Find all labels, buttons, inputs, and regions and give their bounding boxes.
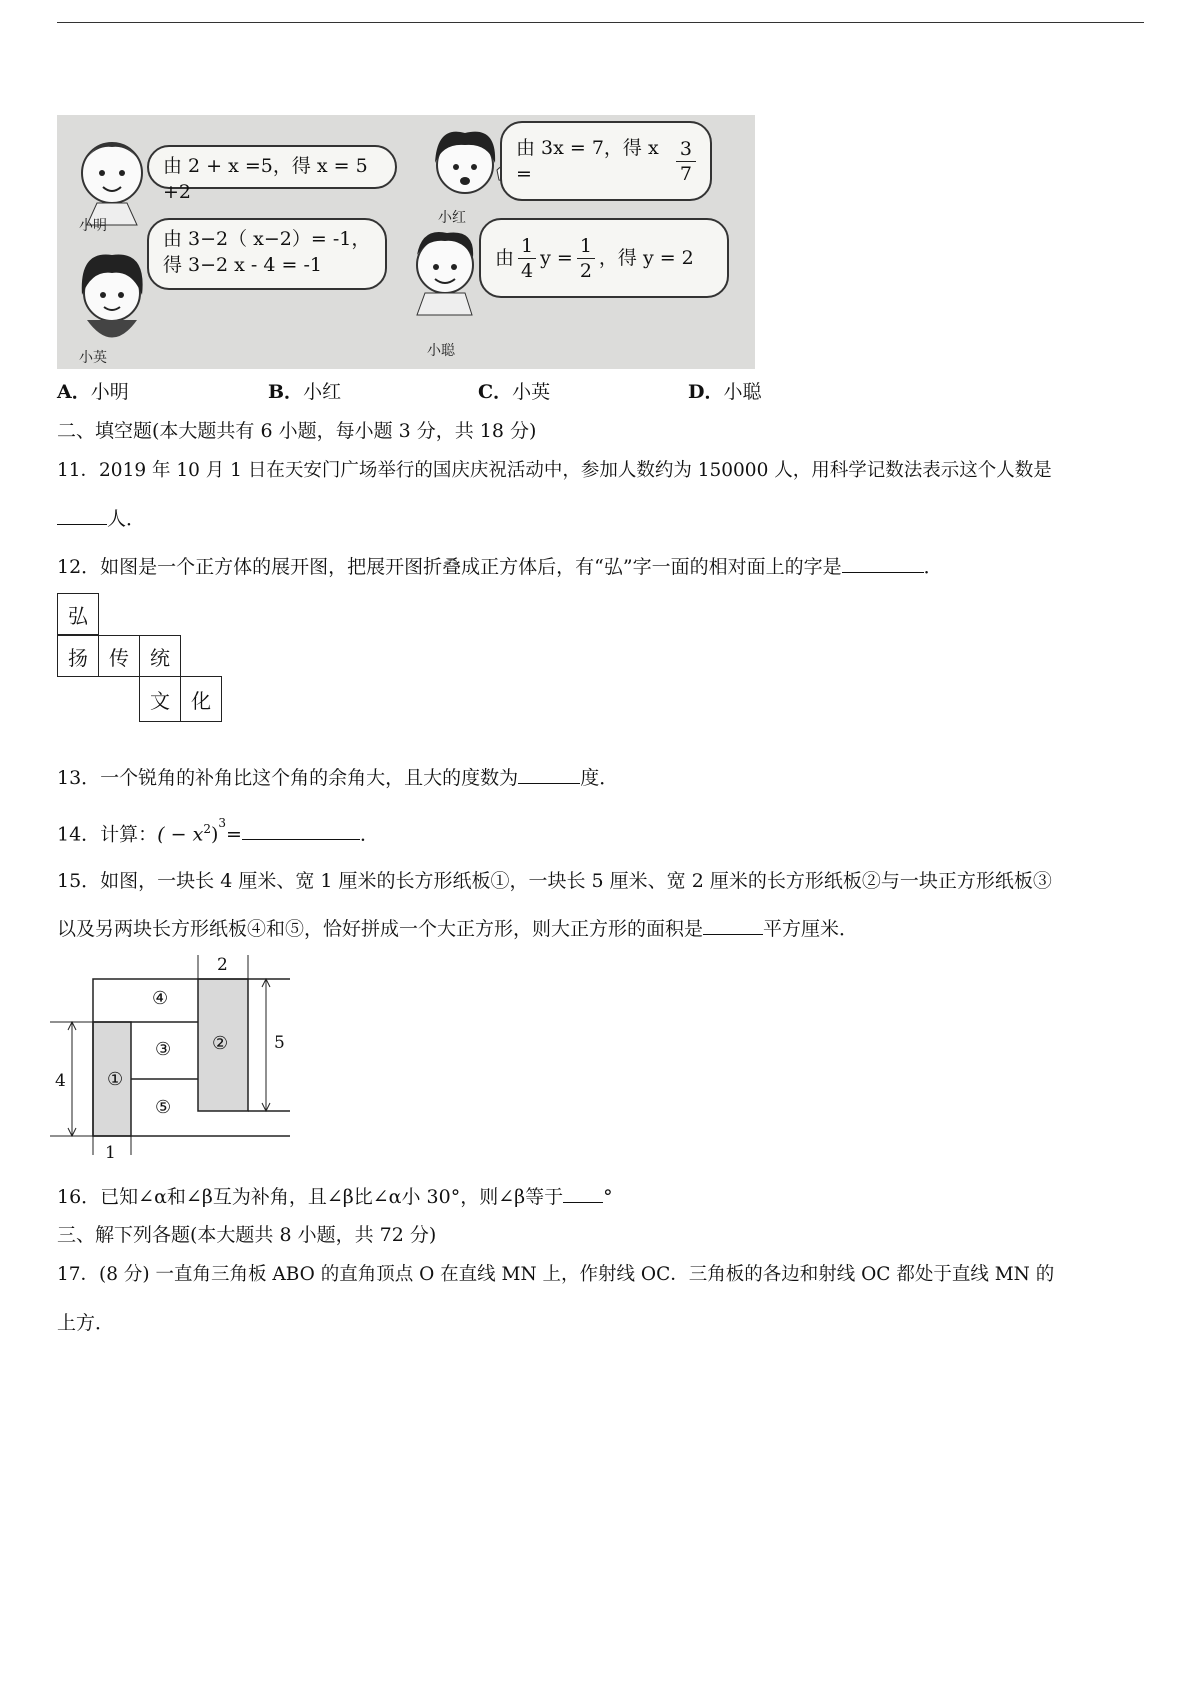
fraction-numerator: 1 (577, 234, 595, 259)
fraction-1-2 (577, 234, 595, 283)
q17-line2: 上方． (57, 1312, 115, 1334)
option-b-letter: B． (268, 381, 304, 403)
tile-1-label: ① (107, 1069, 124, 1090)
bubble-xiaocong-suffix: ，得 y = 2 (598, 247, 694, 269)
option-a-text: 小明 (90, 381, 129, 403)
bubble-xiaohong-text: 由 3x = 7，得 x = (516, 137, 659, 185)
q16-end: ° (603, 1186, 613, 1208)
fraction-denominator: 7 (679, 162, 692, 185)
option-d-letter: D． (688, 381, 724, 403)
q14-prefix: 14．计算： (57, 823, 158, 846)
tile-2-label: ② (212, 1033, 229, 1054)
q14-exponent-outer: 3 (218, 816, 227, 830)
cube-face-tong: 统 (139, 635, 181, 677)
fraction-1-4 (518, 234, 536, 283)
bubble-xiaocong-mid: y = (540, 247, 573, 269)
square-tiles-drawing (50, 955, 290, 1165)
q14-equals: = (226, 823, 242, 846)
cube-face-wen: 文 (139, 676, 181, 722)
fraction-denominator: 4 (521, 259, 534, 282)
bubble-xiaoying-line1: 由 3−2（ x−2）= -1， (163, 228, 371, 250)
fraction-numerator: 1 (518, 234, 536, 259)
q14-end: ． (359, 823, 379, 846)
dimension-4-label: 4 (55, 1071, 66, 1091)
q11-line1: 11．2019 年 10 月 1 日在天安门广场举行的国庆庆祝活动中，参加人数约为 150000 人，用科学记数法表示这个人数是 (57, 460, 1052, 481)
q11-answer-blank[interactable] (57, 506, 107, 525)
option-c-text: 小英 (512, 381, 551, 403)
dimension-1-label: 1 (105, 1143, 116, 1163)
dimension-5-label: 5 (274, 1033, 285, 1053)
cube-net-figure (57, 593, 227, 741)
tile-3-label: ③ (155, 1039, 172, 1060)
bubble-xiaoming (147, 145, 397, 203)
q11-suffix: 人． (107, 508, 146, 530)
q16-text: 16．已知∠α和∠β互为补角，且∠β比∠α小 30°，则∠β等于 (57, 1186, 564, 1208)
q12-text: 12．如图是一个正方体的展开图，把展开图折叠成正方体后，有“弘”字一面的相对面上的字是 (57, 556, 842, 578)
option-a (57, 381, 129, 403)
fraction-numerator: 3 (676, 137, 696, 162)
q13-text: 13．一个锐角的补角比这个角的余角大，且大的度数为 (57, 767, 519, 789)
q17-line1: 17．(8 分) 一直角三角板 ABO 的直角顶点 O 在直线 MN 上，作射线 OC．三角板的各边和射线 OC 都处于直线 MN 的 (57, 1264, 1055, 1285)
q15-answer-blank[interactable] (703, 916, 763, 935)
option-a-letter: A． (57, 381, 91, 403)
fraction-denominator: 2 (579, 259, 592, 282)
bubble-xiaohong (500, 121, 712, 201)
q14-line (57, 818, 379, 845)
option-b (268, 381, 341, 403)
q12-answer-blank[interactable] (842, 554, 924, 573)
q15-end: 平方厘米． (763, 918, 859, 940)
name-xiaoying: 小英 (79, 350, 107, 366)
q12-end: ． (923, 556, 943, 578)
dimension-2-label: 2 (217, 955, 228, 975)
square-tiles-figure (50, 955, 290, 1165)
name-xiaocong: 小聪 (427, 343, 455, 359)
q14-exponent-inner: 2 (203, 822, 211, 836)
q14-expr-close: ) (210, 823, 219, 846)
option-b-text: 小红 (303, 381, 342, 403)
tile-5-label: ⑤ (155, 1097, 172, 1118)
option-d-text: 小聪 (723, 381, 762, 403)
q12-line (57, 554, 943, 578)
cube-face-yang: 扬 (57, 635, 99, 677)
option-c (478, 381, 550, 403)
name-xiaohong: 小红 (438, 210, 466, 226)
q15-line1: 15．如图，一块长 4 厘米、宽 1 厘米的长方形纸板①，一块长 5 厘米、宽 2 厘米的长方形纸板②与一块正方形纸板③ (57, 870, 1052, 892)
q14-answer-blank[interactable] (242, 821, 360, 840)
q16-line (57, 1184, 613, 1208)
cube-face-hong: 弘 (57, 593, 99, 635)
bubble-xiaoying (147, 218, 387, 290)
section-3-heading: 三、解下列各题(本大题共 8 小题，共 72 分) (57, 1224, 437, 1246)
top-rule (57, 22, 1144, 23)
q15-text: 以及另两块长方形纸板④和⑤，恰好拼成一个大正方形，则大正方形的面积是 (57, 918, 704, 940)
q13-answer-blank[interactable] (518, 765, 580, 784)
name-xiaoming: 小明 (79, 218, 107, 234)
bubble-xiaocong (479, 218, 729, 298)
students-figure (57, 115, 755, 369)
section-2-heading: 二、填空题(本大题共有 6 小题，每小题 3 分，共 18 分) (57, 420, 537, 442)
cube-face-hua: 化 (180, 676, 222, 722)
q13-line (57, 765, 618, 789)
q11-line2 (57, 506, 145, 530)
q16-answer-blank[interactable] (563, 1184, 603, 1203)
bubble-xiaocong-prefix: 由 (495, 247, 515, 269)
q13-end: 度． (580, 767, 619, 789)
cube-face-chuan: 传 (98, 635, 140, 677)
option-d (688, 381, 762, 403)
fraction-3-7 (676, 137, 696, 186)
bubble-xiaoying-line2: 得 3−2 x - 4 = -1 (163, 254, 322, 276)
option-c-letter: C． (478, 381, 513, 403)
q14-expr-base: ( − x (157, 823, 204, 846)
bubble-xiaoming-text: 由 2 + x =5，得 x = 5 +2 (163, 155, 368, 203)
q15-line2 (57, 916, 858, 940)
tile-4-label: ④ (152, 988, 169, 1009)
